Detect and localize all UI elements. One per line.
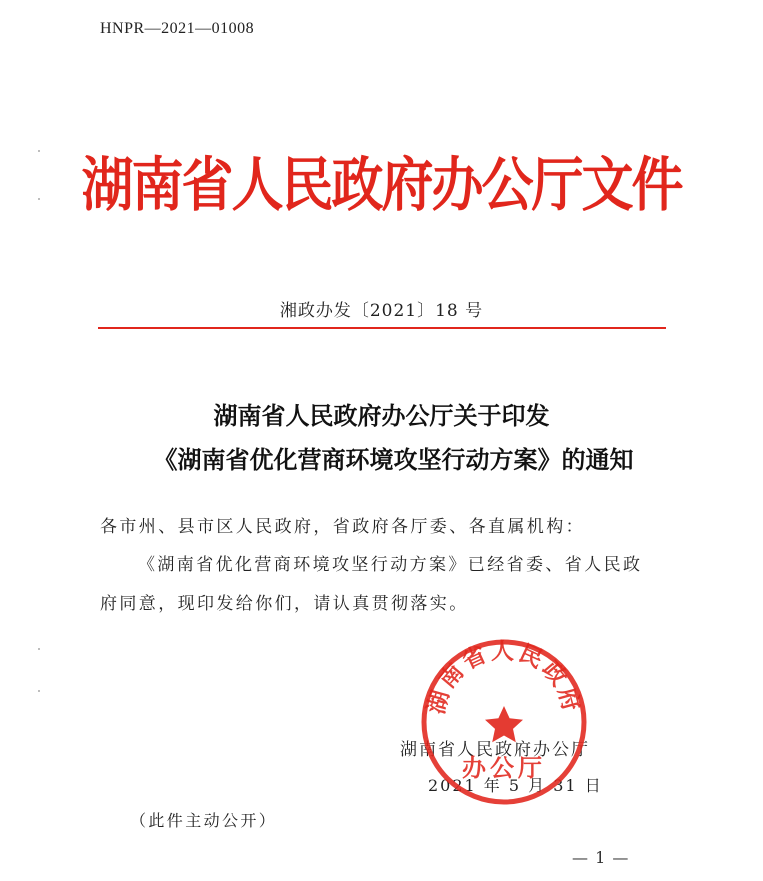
notice-title-line-2: 《湖南省优化营商环境攻坚行动方案》的通知 xyxy=(153,446,634,474)
body-line-2: 府同意，现印发给你们，请认真贯彻落实。 xyxy=(100,594,469,614)
scan-speck xyxy=(38,690,40,692)
scan-speck xyxy=(38,648,40,650)
salutation: 各市州、县市区人民政府，省政府各厅委、各直属机构： xyxy=(100,517,585,537)
official-seal xyxy=(418,636,590,808)
body-line-1: 《湖南省优化营商环境攻坚行动方案》已经省委、省人民政 xyxy=(138,555,643,575)
red-star-icon xyxy=(485,706,523,742)
document-code: HNPR—2021—01008 xyxy=(100,20,255,37)
seal-arc-text-path: 湖南省人民政府 xyxy=(423,638,585,717)
issuer-name: 湖南省人民政府办公厅 xyxy=(400,740,590,760)
seal-bottom-text: 办公厅 xyxy=(462,754,546,782)
public-disclosure-note: （此件主动公开） xyxy=(130,811,278,830)
document-number: 湘政办发〔2021〕18 号 xyxy=(279,301,484,321)
red-divider-line xyxy=(98,327,666,329)
issue-date: 2021 年 5 月 31 日 xyxy=(428,776,603,795)
seal-arc-text xyxy=(423,638,585,716)
masthead-title: 湖南省人民政府办公厅文件 xyxy=(81,152,682,220)
notice-title-line-1: 湖南省人民政府办公厅关于印发 xyxy=(213,402,550,430)
page-number: — 1 — xyxy=(572,848,630,867)
